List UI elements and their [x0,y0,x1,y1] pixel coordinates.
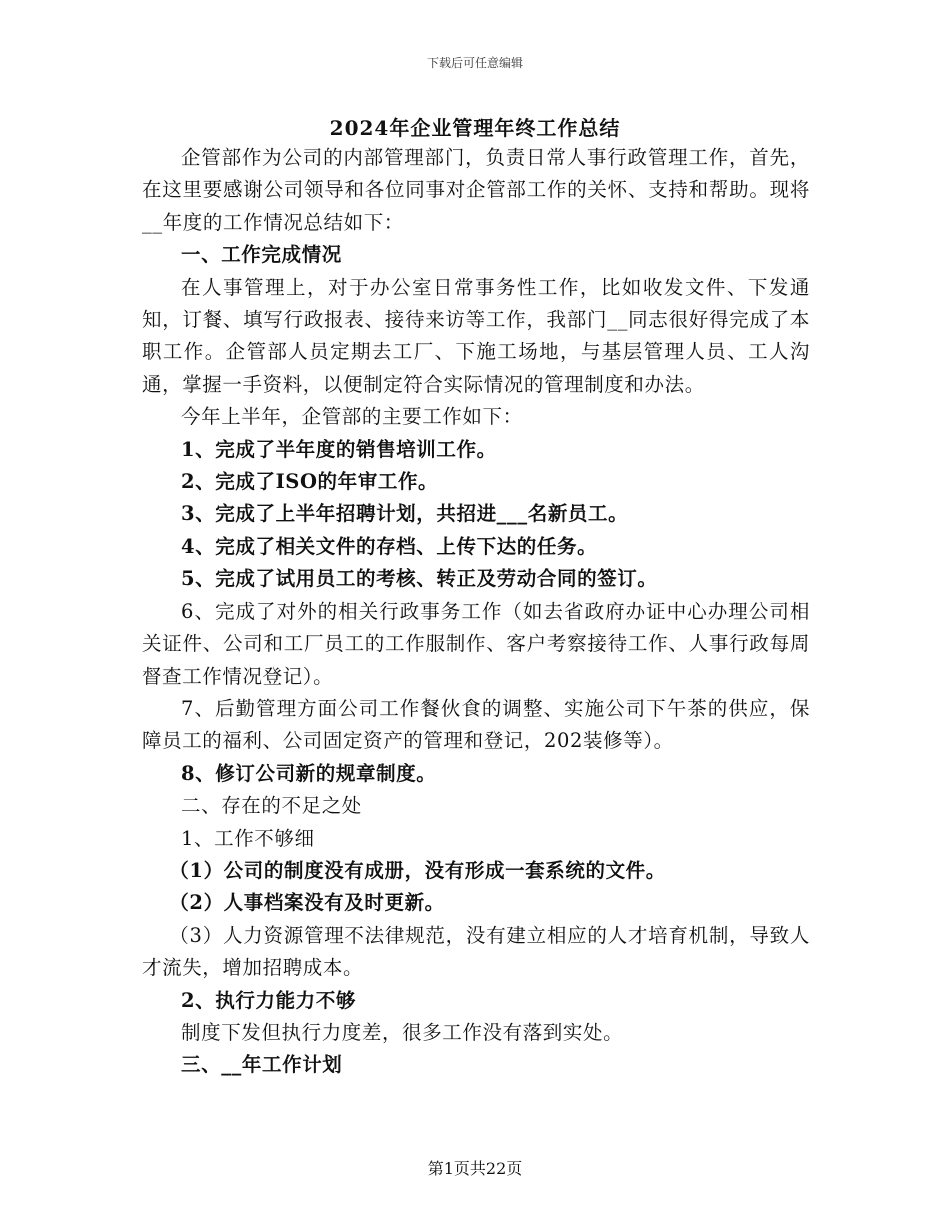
paragraph-hr-management: 在人事管理上，对于办公室日常事务性工作，比如收发文件、下发通知，订餐、填写行政报表、接待来访等工作，我部门__同志很好得完成了本职工作。企管部人员定期去工厂、下施工场地，与基层管理人员、工人沟通，掌握一手资料，以便制定符合实际情况的管理制度和办法。 [142,275,810,396]
sub-item-2: （2）人事档案没有及时更新。 [169,891,445,915]
list-item-5: 5、完成了试用员工的考核、转正及劳动合同的签订。 [181,567,658,591]
section-heading-3: 三、__年工作计划 [181,1053,343,1077]
page-footer: 第1页共22页 [427,1159,523,1178]
document-body [142,142,810,1082]
list-item-1: 1、完成了半年度的销售培训工作。 [181,437,497,461]
list-item-2: 2、完成了ISO的年审工作。 [181,470,439,494]
list-item-3: 3、完成了上半年招聘计划，共招进___名新员工。 [181,502,629,526]
subheading-2: 2、执行力能力不够 [181,988,356,1012]
paragraph-first-half-intro: 今年上半年，企管部的主要工作如下： [181,405,523,429]
sub-item-1: （1）公司的制度没有成册，没有形成一套系统的文件。 [169,858,666,882]
section-heading-1: 一、工作完成情况 [181,243,342,267]
header-note: 下载后可任意编辑 [426,56,523,70]
subheading-1: 1、工作不够细 [181,826,315,850]
section-heading-2: 二、存在的不足之处 [181,794,362,818]
list-item-7: 7、后勤管理方面公司工作餐伙食的调整、实施公司下午茶的供应，保障员工的福利、公司固定资产的管理和登记，202装修等）。 [142,696,810,753]
list-item-6: 6、完成了对外的相关行政事务工作（如去省政府办证中心办理公司相关证件、公司和工厂员工的工作服制作、客户考察接待工作、人事行政每周督查工作情况登记）。 [142,599,810,688]
paragraph-execution: 制度下发但执行力度差，很多工作没有落到实处。 [181,1020,624,1044]
list-item-8: 8、修订公司新的规章制度。 [181,761,437,785]
paragraph-intro: 企管部作为公司的内部管理部门，负责日常人事行政管理工作，首先，在这里要感谢公司领导和各位同事对企管部工作的关怀、支持和帮助。现将__年度的工作情况总结如下： [142,146,810,234]
document-title: 2024年企业管理年终工作总结 [329,116,621,140]
list-item-4: 4、完成了相关文件的存档、上传下达的任务。 [181,534,598,558]
sub-item-3: （3）人力资源管理不法律规范，没有建立相应的人才培育机制，导致人才流失，增加招聘成本。 [142,923,810,980]
